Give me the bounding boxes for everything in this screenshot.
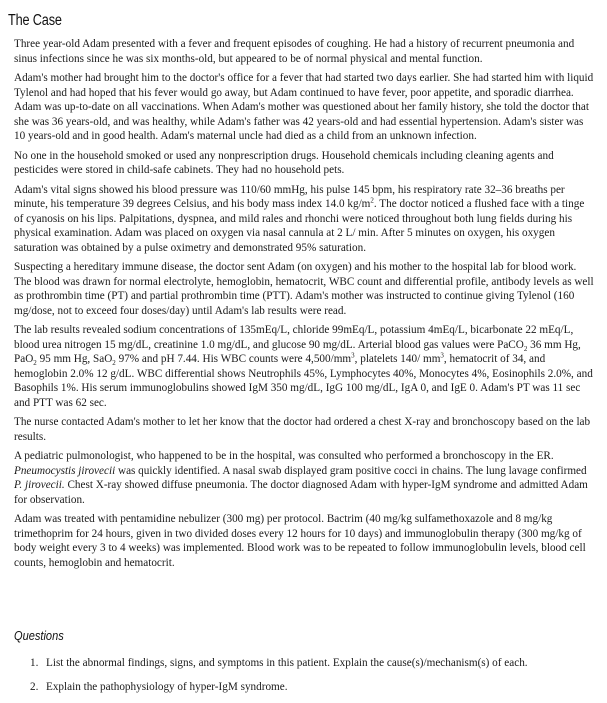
question-item [30,680,595,695]
pulm-text-b: was quickly identified. A nasal swab displayed gram positive cocci in chains. The lung lavage confirmed [115,464,587,477]
labs-text-a: The lab results revealed sodium concentrations of 135mEq/L, chloride 99mEq/L, potassium 4mEq/L, bicarbonate 22 mEq/L, blood urea nitrogen 15 mg/dL, creatinine 1.0 mg/dL, and glucose 90 mg/dL. Arterial blood gas values were PaCO [14,324,574,351]
labs-sub-2: 2 [33,359,37,368]
labs-text-c: 95 mm Hg, SaO [36,353,113,365]
case-body [14,37,595,575]
labs-sup-2: 3 [440,351,444,360]
question-text: Explain the pathophysiology of hyper-IgM syndrome. [46,680,288,693]
pulm-text-a: A pediatric pulmonologist, who happened to be in the hospital, was consulted who performed a bronchoscopy in the ER. [14,450,554,462]
paragraph-labs [14,323,595,410]
labs-text-f: , hematocrit of 34, and hemoglobin 2.0% 12 g/dL. WBC differential shows Neutrophils 45%, Lymphocytes 40%, Monocytes 4%, Eosinophils 2.0%, and Basophils 1%. His serum immunoglobulins showed IgM 350 mg/dL, IgG 100 mg/dL, IgA 0, and IgE 0. Adam's PT was 11 sec and PTT was 62 sec. [14,353,593,409]
labs-sub-1: 2 [523,344,528,353]
pulm-italic-2: P. jirovecii. [14,479,65,491]
pulm-italic-1: Pneumocystis jirovecii [14,464,116,477]
paragraph-treatment: Adam was treated with pentamidine nebulizer (300 mg) per protocol. Bactrim (40 mg/kg sulfamethoxazole and 8 mg/kg trimethoprim for 24 hours, given in two divided doses every 12 hours for 10 days) and immunoglobulin therapy (300 mg/kg of body weight every 3 to 4 weeks) was implemented. Blood work was to be repeated to follow immunoglobulin levels, blood cell counts, hemoglobin and hematocrit. [14,513,586,569]
vitals-sup: 2 [370,196,374,205]
vitals-text-2: . The doctor noticed a flushed face with a tinge of cyanosis on his lips. Palpitations, dyspnea, and mild rales and rhonchi were noticed throughout both lung fields during his physical examination. Adam was placed on oxygen via nasal cannula at 2 L/ min. After 5 minutes on oxygen, his oxygen saturation was obtained by a pulse oximetry and demonstrated 95% saturation. [14,198,585,254]
labs-sub-3: 2 [112,359,116,368]
section-title: The Case [8,12,62,29]
question-number: 1. [30,657,39,669]
paragraph-bloodwork: Suspecting a hereditary immune disease, the doctor sent Adam (on oxygen) and his mother to the hospital lab for blood work. The blood was drawn for normal electrolyte, hemoglobin, hematocrit, WBC count and differential profile, antibody levels as well as prothrombin time (PT) and partial prothrombin time (PTT). Adam's mother was instructed to continue giving Tylenol (160 mg/dose, not to exceed four doses/day) until Adam's lab results were read. [14,261,594,317]
vitals-text-1: Adam's vital signs showed his blood pressure was 110/60 mmHg, his pulse 145 bpm, his respiratory rate 32–36 breaths per minute, his temperature 39 degrees Celsius, and his body mass index 14.0 kg/m [14,183,565,210]
pulm-text-c: Chest X-ray showed diffuse pneumonia. The doctor diagnosed Adam with hyper-IgM syndrome and admitted Adam for observation. [14,479,588,506]
paragraph-household: No one in the household smoked or used any nonprescription drugs. Household chemicals including cleaning agents and pesticides were stored in child-safe cabinets. They had no household pets. [14,149,554,176]
question-text: List the abnormal findings, signs, and symptoms in this patient. Explain the cause(s)/mechanism(s) of each. [46,657,528,669]
labs-sup-1: 3 [351,351,355,360]
paragraph-vitals [14,183,595,256]
question-item [30,656,595,671]
paragraph-nurse: The nurse contacted Adam's mother to let her know that the doctor had ordered a chest X-ray and bronchoscopy based on the lab results. [14,416,591,443]
labs-text-e: , platelets 140/ mm [354,353,441,365]
questions-heading: Questions [14,628,64,643]
paragraph-pulmonologist [14,449,595,507]
labs-text-d: 97% and pH 7.44. His WBC counts were 4,500/mm [115,353,352,365]
question-number: 2. [30,680,39,693]
paragraph-presentation: Three year-old Adam presented with a fever and frequent episodes of coughing. He had a history of recurrent pneumonia and sinus infections since he was six months-old, but appeared to be of normal physical and mental function. [14,38,575,65]
labs-text-b: 36 mm Hg, PaO [14,338,581,365]
paragraph-history: Adam's mother had brought him to the doctor's office for a fever that had started two days earlier. She had started him with liquid Tylenol and had hoped that his fever would go away, but Adam continued to have fever, poor appetite, and sporadic diarrhea. Adam was up-to-date on all vaccinations. When Adam's mother was questioned about her family history, she told the doctor that she was 36 years-old, and was healthy, while Adam's father was 42 years-old and had essential hypertension. Adam's sister was 10 years-old and in good health. Adam's maternal uncle had died as a child from an unknown infection. [14,72,594,142]
questions-list [30,656,595,703]
